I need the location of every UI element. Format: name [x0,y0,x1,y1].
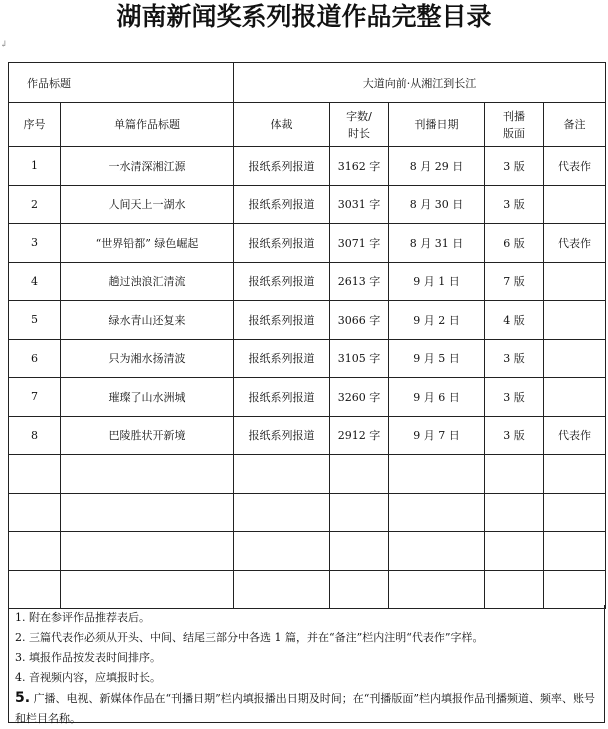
empty-cell [544,455,606,494]
catalog-table [8,62,606,609]
row-remark: 代表作 [544,147,606,186]
row-index: 2 [9,185,61,224]
empty-cell [330,570,389,609]
row-title: 璀璨了山水洲城 [61,378,234,417]
empty-row [9,532,606,571]
row-remark [544,301,606,340]
empty-row [9,455,606,494]
page-title: 湖南新闻奖系列报道作品完整目录 [116,2,492,31]
row-index: 6 [9,339,61,378]
row-page: 3 版 [485,416,544,455]
row-genre: 报纸系列报道 [234,301,330,340]
row-date: 8 月 29 日 [389,147,485,186]
row-date: 8 月 30 日 [389,185,485,224]
row-title: 一水清深湘江源 [61,147,234,186]
table-row [9,262,606,301]
header-date: 刊播日期 [389,103,485,147]
row-index: 5 [9,301,61,340]
row-length: 3071 字 [330,224,389,263]
table-row [9,301,606,340]
row-remark [544,339,606,378]
work-title-row [9,63,606,103]
header-length: 字数/ 时长 [330,103,389,147]
row-index: 8 [9,416,61,455]
row-date: 9 月 6 日 [389,378,485,417]
row-page: 6 版 [485,224,544,263]
notes-section [8,605,605,723]
empty-cell [9,455,61,494]
row-page: 3 版 [485,378,544,417]
empty-cell [61,532,234,571]
table-row [9,147,606,186]
row-date: 9 月 5 日 [389,339,485,378]
empty-cell [330,455,389,494]
table-row [9,185,606,224]
row-page: 3 版 [485,339,544,378]
note-item: 3. 填报作品按发表时间排序。 [15,651,161,664]
row-title: “世界铅都” 绿色崛起 [61,224,234,263]
row-page: 7 版 [485,262,544,301]
work-title-value: 大道向前·从湘江到长江 [234,63,606,103]
row-page: 3 版 [485,147,544,186]
empty-row [9,493,606,532]
row-genre: 报纸系列报道 [234,262,330,301]
empty-cell [544,532,606,571]
empty-cell [389,455,485,494]
header-row [9,103,606,147]
row-remark [544,262,606,301]
row-title: 只为湘水扬清波 [61,339,234,378]
note-item: 5. 广播、电视、新媒体作品在“刊播日期”栏内填报播出日期及时间；在“刊播版面”栏内填报作品刊播频道、频率、账号和栏目名称。 [15,690,596,725]
empty-cell [234,493,330,532]
empty-cell [234,532,330,571]
empty-cell [330,493,389,532]
row-length: 3105 字 [330,339,389,378]
empty-cell [485,532,544,571]
table-row [9,416,606,455]
row-date: 9 月 2 日 [389,301,485,340]
row-date: 8 月 31 日 [389,224,485,263]
row-genre: 报纸系列报道 [234,224,330,263]
empty-cell [544,493,606,532]
row-length: 3162 字 [330,147,389,186]
row-page: 4 版 [485,301,544,340]
row-title: 人间天上一湖水 [61,185,234,224]
header-page: 刊播 版面 [485,103,544,147]
row-genre: 报纸系列报道 [234,416,330,455]
row-remark [544,378,606,417]
row-genre: 报纸系列报道 [234,339,330,378]
note-item: 2. 三篇代表作必须从开头、中间、结尾三部分中各选 1 篇，并在“备注”栏内注明“代表作”字样。 [15,631,484,644]
row-genre: 报纸系列报道 [234,147,330,186]
row-length: 2912 字 [330,416,389,455]
row-title: 绿水青山还复来 [61,301,234,340]
row-title: 巴陵胜状开新境 [61,416,234,455]
empty-cell [61,455,234,494]
row-date: 9 月 7 日 [389,416,485,455]
table-row [9,378,606,417]
row-length: 2613 字 [330,262,389,301]
header-remark: 备注 [544,103,606,147]
row-index: 3 [9,224,61,263]
row-remark: 代表作 [544,224,606,263]
row-date: 9 月 1 日 [389,262,485,301]
row-remark: 代表作 [544,416,606,455]
empty-cell [485,493,544,532]
row-genre: 报纸系列报道 [234,378,330,417]
empty-cell [9,493,61,532]
table-body [9,147,606,609]
empty-cell [9,532,61,571]
empty-row [9,570,606,609]
empty-cell [544,570,606,609]
header-single-title: 单篇作品标题 [61,103,234,147]
row-title: 趟过浊浪汇清流 [61,262,234,301]
row-index: 7 [9,378,61,417]
note-item: 1. 附在参评作品推荐表后。 [15,611,150,624]
row-remark [544,185,606,224]
header-index: 序号 [9,103,61,147]
row-page: 3 版 [485,185,544,224]
paragraph-mark-icon: ↲ [0,40,8,50]
row-length: 3260 字 [330,378,389,417]
empty-cell [234,570,330,609]
empty-cell [389,570,485,609]
empty-cell [485,570,544,609]
row-index: 4 [9,262,61,301]
empty-cell [61,570,234,609]
empty-cell [330,532,389,571]
row-length: 3066 字 [330,301,389,340]
table-row [9,224,606,263]
row-length: 3031 字 [330,185,389,224]
header-genre: 体裁 [234,103,330,147]
row-index: 1 [9,147,61,186]
empty-cell [61,493,234,532]
empty-cell [389,493,485,532]
empty-cell [234,455,330,494]
row-genre: 报纸系列报道 [234,185,330,224]
empty-cell [9,570,61,609]
work-title-label: 作品标题 [9,63,234,103]
empty-cell [389,532,485,571]
table-row [9,339,606,378]
note-item: 4. 音视频内容，应填报时长。 [15,671,161,684]
empty-cell [485,455,544,494]
